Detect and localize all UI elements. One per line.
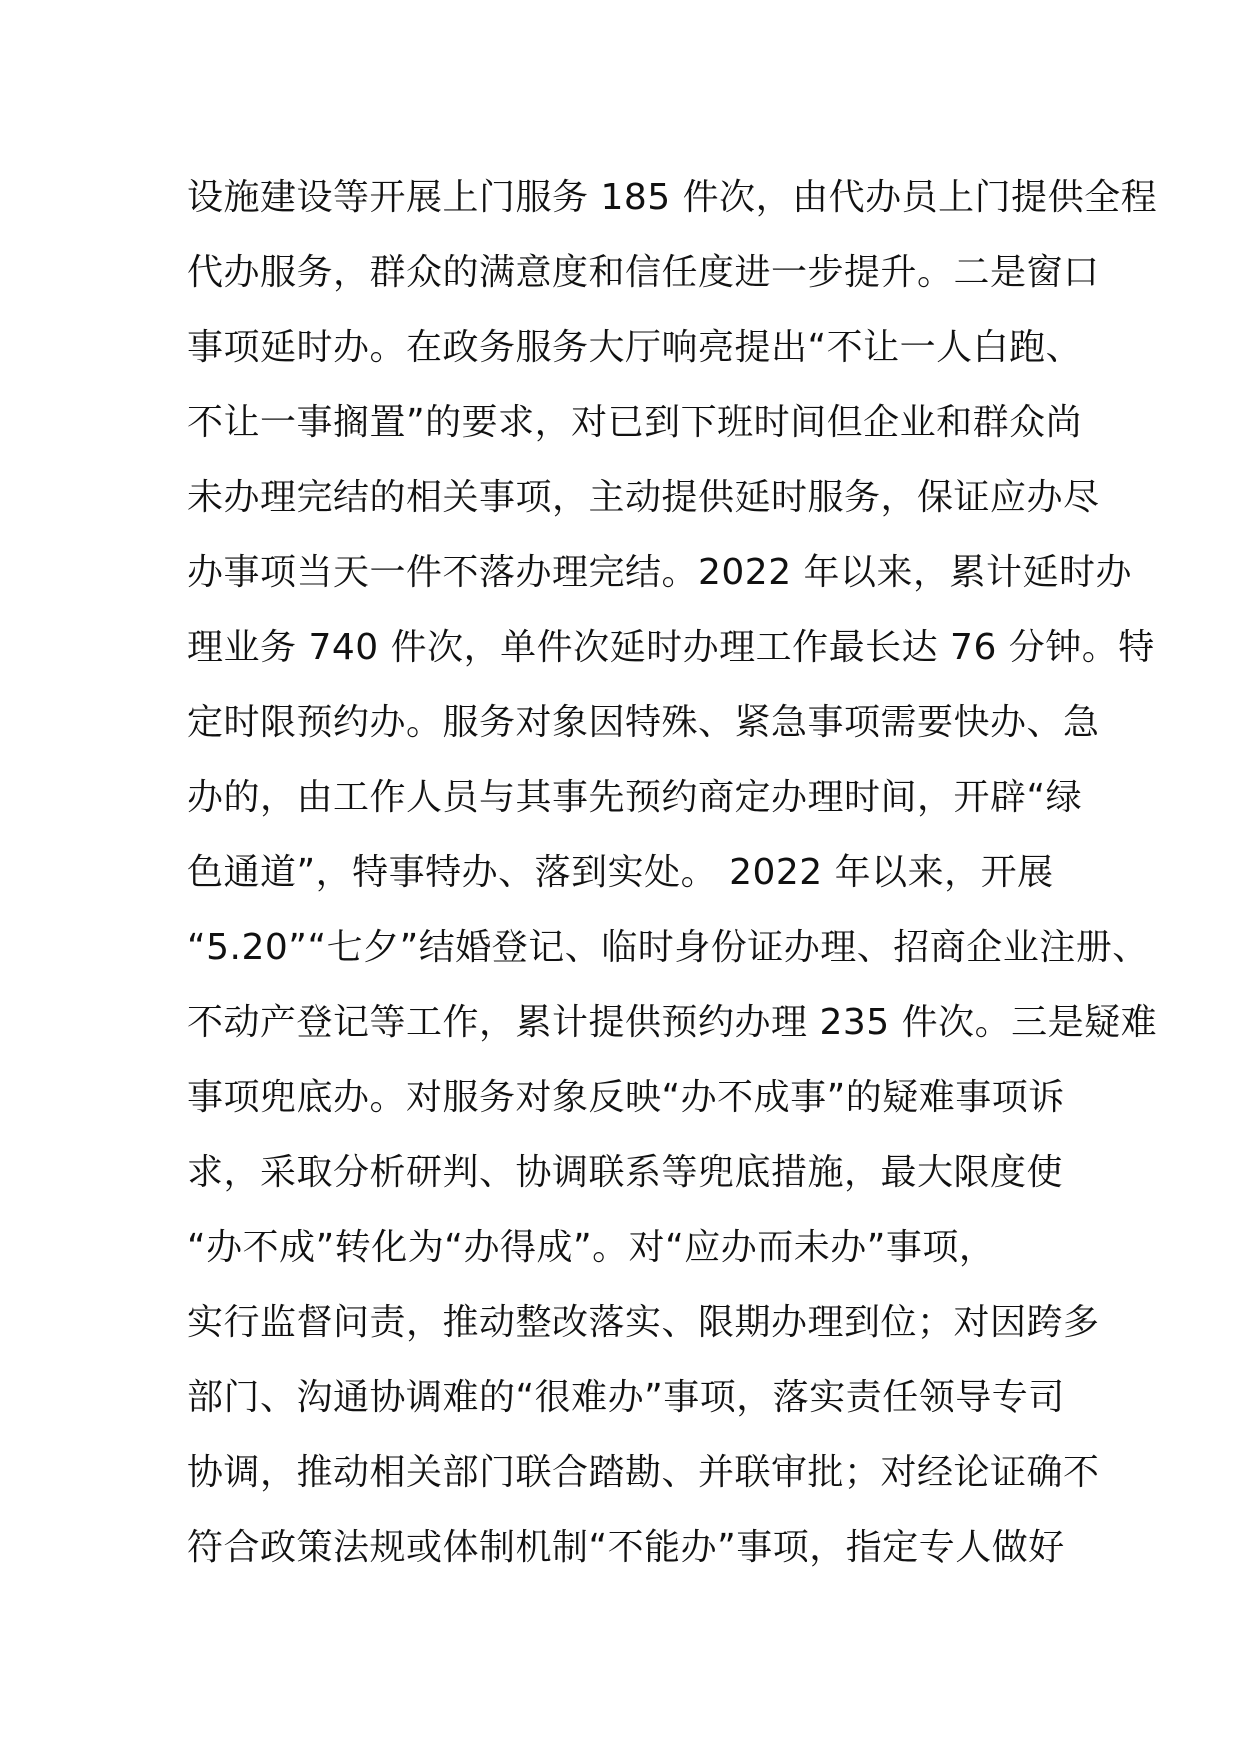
text-line: 办事项当天一件不落办理完结。2022 年以来，累计延时办	[187, 552, 1133, 593]
text-line: “5.20”“七夕”结婚登记、临时身份证办理、招商企业注册、	[187, 927, 1149, 968]
text-line: 部门、沟通协调难的“很难办”事项，落实责任领导专司	[187, 1377, 1065, 1418]
text-line: 不动产登记等工作，累计提供预约办理 235 件次。三是疑难	[187, 1002, 1158, 1043]
text-line: 办的，由工作人员与其事先预约商定办理时间，开辟“绿	[187, 777, 1083, 818]
text-line: 求，采取分析研判、协调联系等兜底措施，最大限度使	[187, 1152, 1064, 1193]
text-line: 协调，推动相关部门联合踏勘、并联审批；对经论证确不	[187, 1452, 1100, 1493]
text-line: 色通道”，特事特办、落到实处。 2022 年以来，开展	[187, 852, 1054, 893]
text-line: 设施建设等开展上门服务 185 件次，由代办员上门提供全程	[187, 177, 1158, 218]
text-line: “办不成”转化为“办得成”。对“应办而未办”事项，	[187, 1227, 996, 1268]
text-line: 事项兜底办。对服务对象反映“办不成事”的疑难事项诉	[187, 1077, 1065, 1118]
text-line: 实行监督问责，推动整改落实、限期办理到位；对因跨多	[187, 1302, 1100, 1343]
text-line: 代办服务，群众的满意度和信任度进一步提升。二是窗口	[187, 252, 1100, 293]
text-line: 事项延时办。在政务服务大厅响亮提出“不让一人白跑、	[187, 327, 1083, 368]
text-line: 符合政策法规或体制机制“不能办”事项，指定专人做好	[187, 1527, 1065, 1568]
text-line: 理业务 740 件次，单件次延时办理工作最长达 76 分钟。特	[187, 627, 1155, 668]
text-line: 未办理完结的相关事项，主动提供延时服务，保证应办尽	[187, 477, 1100, 518]
body-text	[187, 168, 1158, 1593]
text-line: 定时限预约办。服务对象因特殊、紧急事项需要快办、急	[187, 702, 1100, 743]
text-line: 不让一事搁置”的要求，对已到下班时间但企业和群众尚	[187, 402, 1083, 443]
